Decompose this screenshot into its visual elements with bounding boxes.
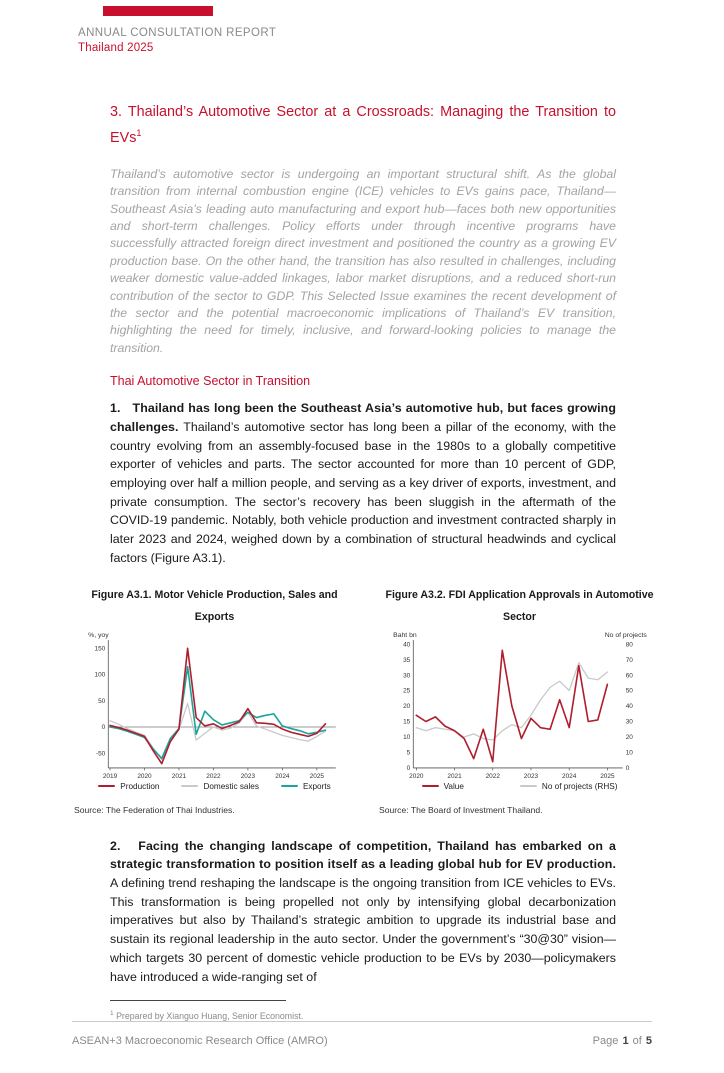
svg-text:2022: 2022 (205, 772, 221, 780)
svg-text:2023: 2023 (240, 772, 255, 780)
paragraph-2-body: A defining trend reshaping the landscape is the ongoing transition from ICE vehicles to EVs. This transformation is being propelled not only by intensifying global decarbonization imperatives but also by Thailand’s strategic ambition to upgrade its industrial base and sustain its regional leadership in the auto sector. Under the government’s “30@30” vision—which targets 30 percent of domestic vehicle production to be EVs by 2030—policymakers have introduced a wide-ranging set of (110, 876, 616, 984)
paragraph-1-lead: 1. Thailand has long been the Southeast Asia’s automotive hub, but faces growing challenges. (110, 401, 616, 434)
svg-text:2022: 2022 (485, 772, 500, 780)
legend-swatch-icon (98, 785, 115, 788)
svg-text:25: 25 (402, 687, 410, 695)
svg-text:0: 0 (406, 764, 410, 772)
paragraph-2 (110, 837, 616, 987)
svg-text:2024: 2024 (274, 772, 290, 780)
legend-label: Exports (302, 781, 331, 791)
footnote-separator (110, 1000, 286, 1001)
page-header (72, 4, 652, 56)
figure-a3-2-chart (371, 630, 668, 791)
svg-text:30: 30 (625, 718, 633, 726)
svg-text:15: 15 (402, 718, 410, 726)
chart-legend (66, 782, 363, 791)
svg-text:2025: 2025 (599, 772, 615, 780)
svg-text:2021: 2021 (171, 772, 186, 780)
svg-text:150: 150 (94, 645, 105, 653)
svg-text:2024: 2024 (561, 772, 576, 780)
svg-text:5: 5 (406, 749, 410, 757)
footnote-text: Prepared by Xianguo Huang, Senior Economist. (113, 1011, 304, 1022)
svg-text:-50: -50 (95, 750, 105, 758)
figure-a3-1-chart (66, 630, 363, 791)
page-total: 5 (645, 1035, 652, 1048)
legend-item (281, 782, 331, 791)
svg-text:80: 80 (625, 640, 633, 648)
svg-text:60: 60 (625, 671, 633, 679)
chart-canvas (86, 630, 344, 781)
figure-a3-1 (62, 584, 367, 815)
paragraph-2-lead: 2. Facing the changing landscape of competition, Thailand has embarked on a strategic transformation to position itself as a leading global hub for EV production. (110, 838, 616, 872)
footnote (110, 1010, 616, 1021)
svg-text:2021: 2021 (446, 772, 462, 780)
legend-label: Domestic sales (203, 781, 259, 791)
legend-label: Production (120, 781, 160, 791)
legend-item (422, 782, 464, 791)
page-number: 1 (622, 1035, 629, 1048)
figure-a3-1-title: Figure A3.1. Motor Vehicle Production, Sales and Exports (91, 588, 338, 623)
svg-text:40: 40 (402, 640, 410, 648)
svg-text:50: 50 (625, 687, 633, 695)
svg-text:2020: 2020 (136, 772, 152, 780)
main-column-continued (110, 815, 616, 1022)
svg-text:No of projects: No of projects (604, 631, 647, 639)
figure-a3-2-source: Source: The Board of Investment Thailand. (379, 804, 543, 815)
figure-a3-2-title: Figure A3.2. FDI Application Approvals in Automotive Sector (385, 588, 654, 623)
legend-item (520, 782, 618, 791)
legend-swatch-icon (181, 785, 198, 788)
svg-text:10: 10 (402, 733, 410, 741)
footer-wrap (72, 1021, 652, 1073)
abstract-paragraph: Thailand’s automotive sector is undergoing an important structural shift. As the global transition from internal combustion engine (ICE) vehicles to EVs gains pace, Thailand—Southeast Asia’s leading auto manufacturing and export hub—faces both new opportunities and short-term challenges. Policy efforts under through incentive programs have successfully attracted foreign direct investment and positioned the country as a growing EV production base. On the other hand, the transition has also resulted in challenges, including weaker domestic value-added linkages, labor market disruptions, and a reduced short-run contribution of the sector to GDP. This Selected Issue examines the recent development of the sector and the potential macroeconomic implications of Thailand’s EV transition, highlighting the need for timely, inclusive, and forward-looking policies to manage the transition. (110, 166, 616, 355)
of-word: of (632, 1035, 642, 1048)
svg-text:20: 20 (625, 733, 633, 741)
legend-swatch-icon (281, 785, 298, 788)
section-title (110, 102, 616, 149)
svg-text:35: 35 (402, 656, 410, 664)
legend-item (98, 782, 159, 791)
page-word: Page (592, 1035, 619, 1048)
main-column (110, 56, 616, 568)
svg-text:30: 30 (402, 671, 410, 679)
figures-row (62, 584, 672, 815)
report-title: ANNUAL CONSULTATION REPORT (78, 27, 277, 39)
section-title-footnote-marker: 1 (136, 128, 142, 138)
report-subtitle: Thailand 2025 (78, 42, 154, 54)
svg-text:70: 70 (625, 656, 633, 664)
header-accent-bar (103, 6, 213, 16)
svg-text:10: 10 (625, 749, 633, 757)
subsection-heading: Thai Automotive Sector in Transition (110, 374, 311, 389)
page-indicator (592, 1035, 652, 1047)
legend-label: No of projects (RHS) (541, 781, 618, 791)
svg-text:100: 100 (94, 671, 105, 679)
svg-text:2025: 2025 (309, 772, 324, 780)
svg-text:%, yoy: %, yoy (87, 631, 109, 639)
section-title-text: 3. Thailand’s Automotive Sector at a Crossroads: Managing the Transition to EVs (110, 104, 616, 146)
footer-organization: ASEAN+3 Macroeconomic Research Office (AMRO) (72, 1035, 328, 1048)
svg-text:50: 50 (97, 697, 105, 705)
figure-a3-2 (367, 584, 672, 815)
svg-text:0: 0 (101, 723, 105, 731)
svg-text:0: 0 (625, 764, 629, 772)
svg-text:40: 40 (625, 702, 633, 710)
svg-text:20: 20 (402, 702, 410, 710)
svg-text:2023: 2023 (523, 772, 538, 780)
paragraph-1-body: Thailand’s automotive sector has long been a pillar of the economy, with the country evolving from an assembly-focused base in the 1980s to a globally competitive exporter of vehicles and parts. The sector accounted for more than 10 percent of GDP, employing over half a million people, and serving as a key driver of exports, investment, and private consumption. The sector’s recovery has been sluggish in the aftermath of the COVID-19 pandemic. Notably, both vehicle production and investment contracted sharply in later 2023 and 2024, weighed down by a combination of structural headwinds and cyclical factors (Figure A3.1). (110, 419, 616, 565)
footnote-marker: 1 (110, 1010, 114, 1018)
svg-text:Baht bn: Baht bn (392, 631, 417, 639)
legend-item (181, 782, 259, 791)
chart-legend (371, 782, 668, 791)
legend-swatch-icon (520, 785, 537, 788)
chart-canvas (391, 630, 649, 781)
legend-swatch-icon (422, 785, 439, 788)
legend-label: Value (443, 781, 464, 791)
svg-text:2020: 2020 (408, 772, 424, 780)
paragraph-1 (110, 399, 616, 567)
figure-a3-1-source: Source: The Federation of Thai Industries. (74, 804, 235, 815)
page-footer (72, 1022, 652, 1073)
svg-text:2019: 2019 (102, 772, 117, 780)
